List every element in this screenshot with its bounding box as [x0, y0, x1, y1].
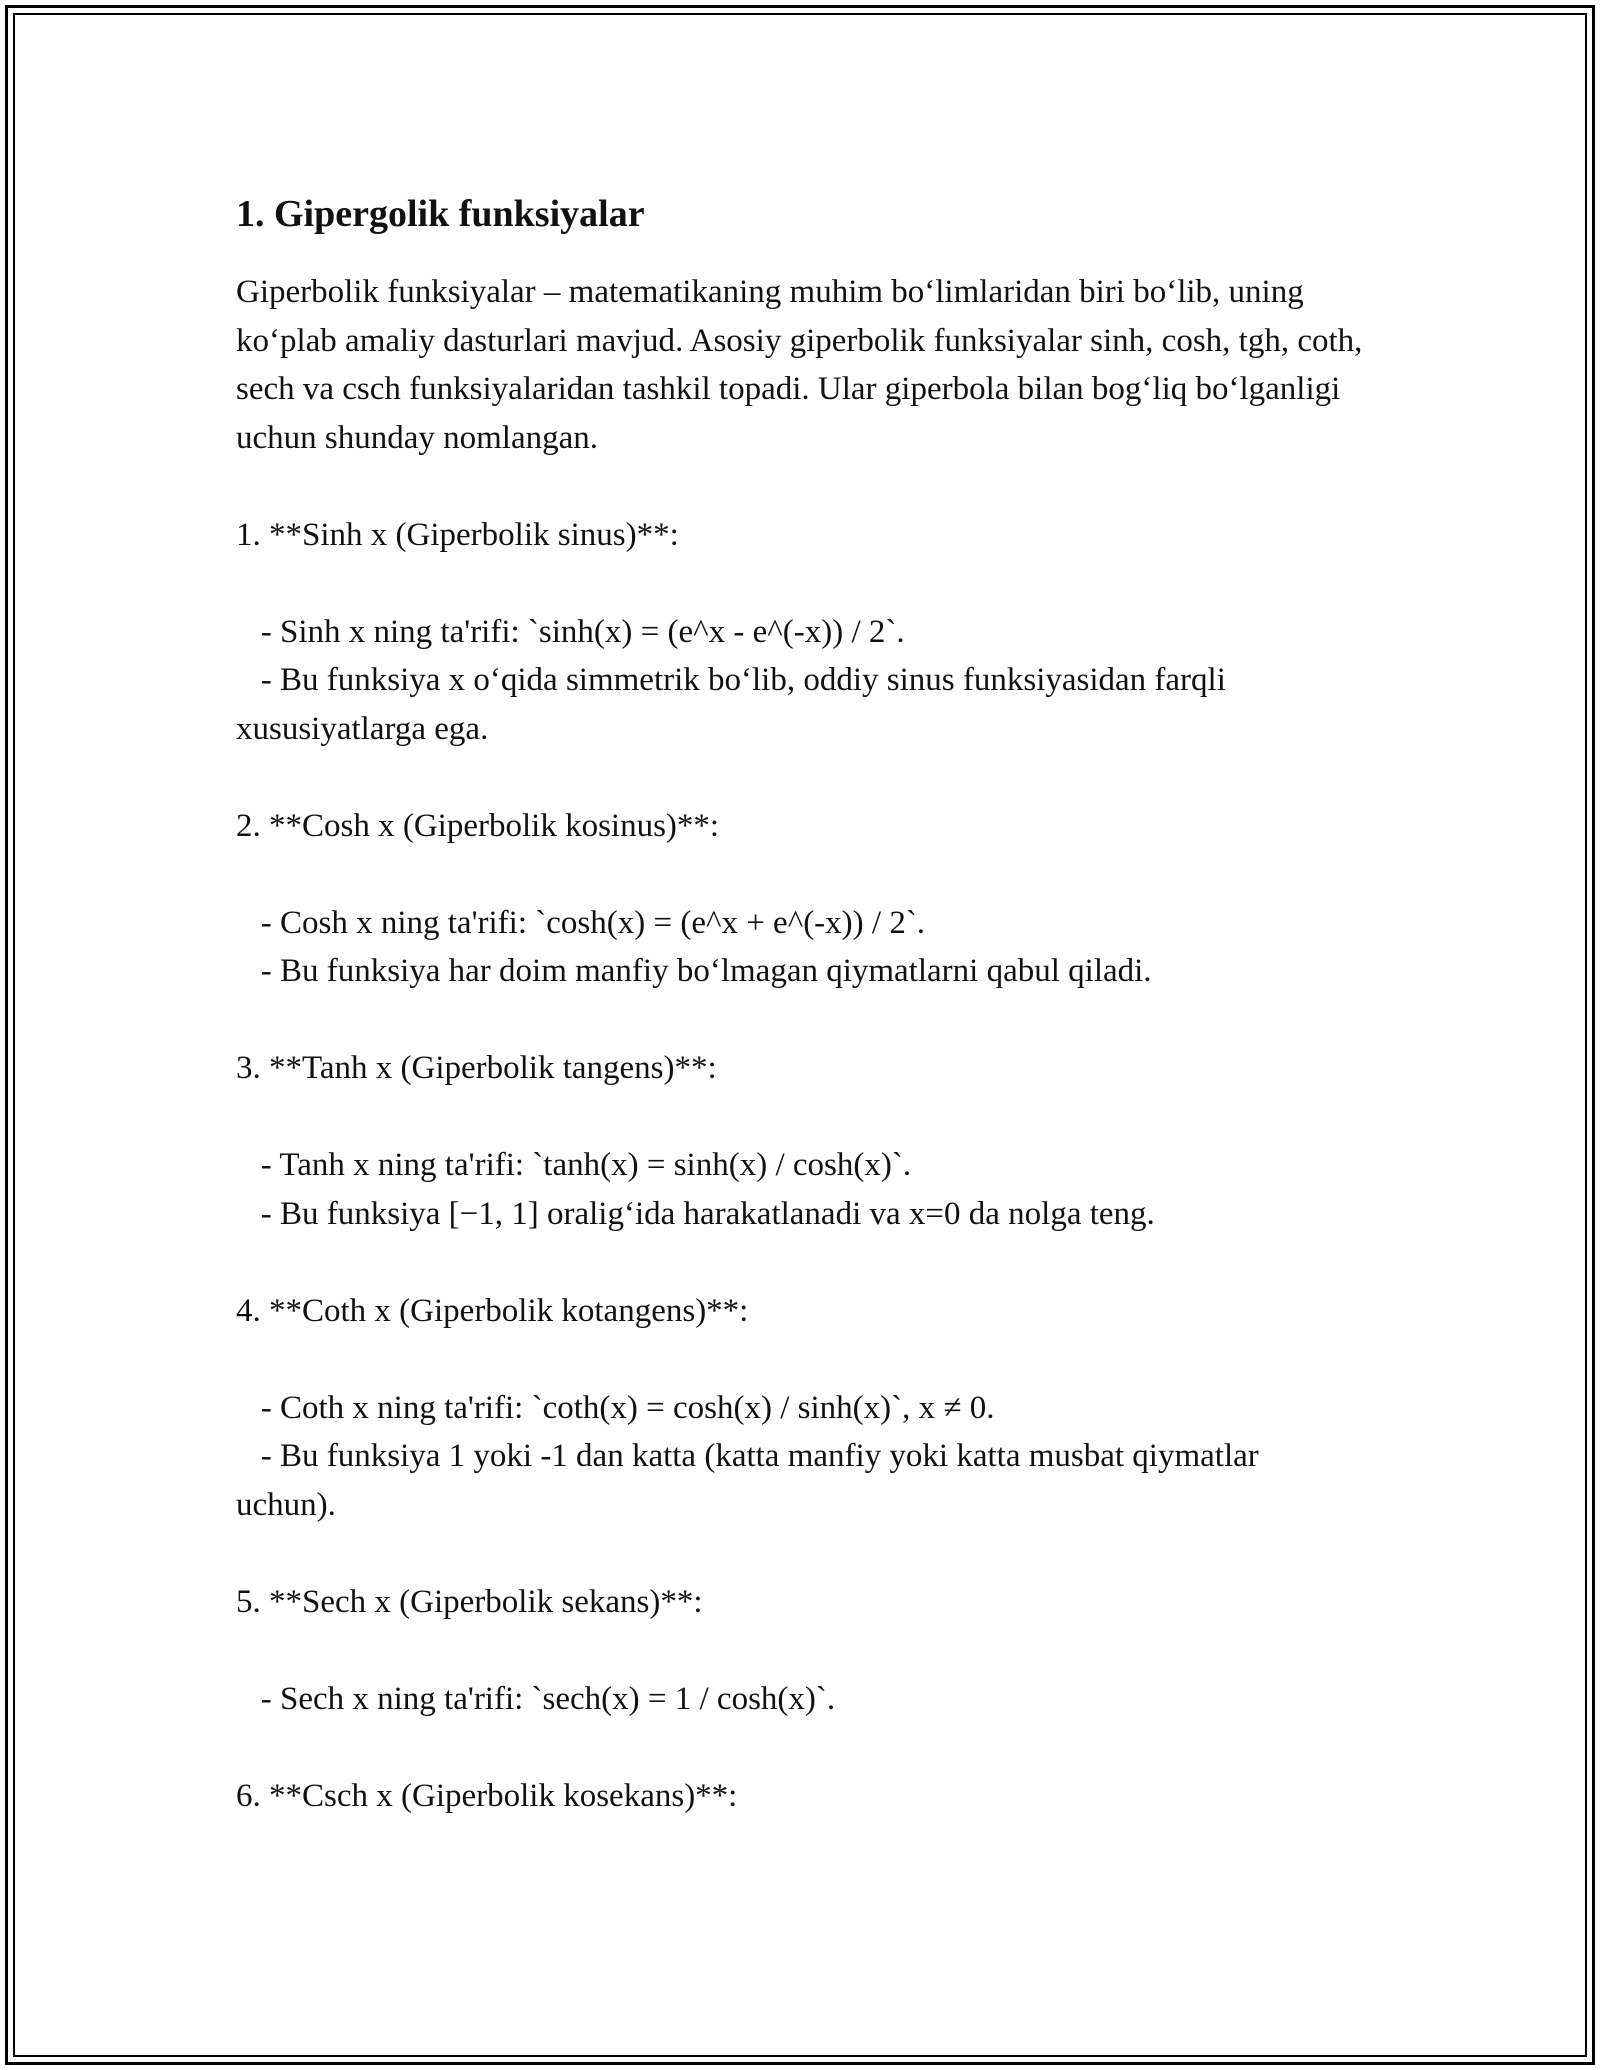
document-body [236, 186, 1366, 1820]
item-heading: 3. **Tanh x (Giperbolik tangens)**: [236, 1050, 717, 1086]
item-line: - Coth x ning ta'rifi: `coth(x) = cosh(x) / sinh(x)`, x ≠ 0. [236, 1389, 995, 1426]
item-heading: 5. **Sech x (Giperbolik sekans)**: [236, 1583, 703, 1620]
item-heading: 6. **Csch x (Giperbolik kosekans)**: [236, 1777, 738, 1814]
intro-paragraph: Giperbolik funksiyalar – matematikaning muhim bo‘limlaridan biri bo‘lib, uning ko‘plab amaliy dasturlari mavjud. Asosiy giperbolik funksiyalar sinh, cosh, tgh, coth, sech va csch funksiyalaridan tashkil topadi. Ular giperbola bilan bog‘liq bo‘lganligi uchun shunday nomlangan. [236, 274, 1363, 456]
section-title: 1. Gipergolik funksiyalar [236, 193, 645, 235]
item-line: - Tanh x ning ta'rifi: `tanh(x) = sinh(x) / cosh(x)`. [236, 1147, 912, 1183]
item-line: - Bu funksiya har doim manfiy bo‘lmagan qiymatlarni qabul qiladi. [236, 953, 1152, 989]
item-line: - Bu funksiya x o‘qida simmetrik bo‘lib, oddiy sinus funksiyasidan farqli xususiyatlarga ega. [236, 662, 1235, 747]
item-heading: 1. **Sinh x (Giperbolik sinus)**: [236, 516, 679, 553]
item-line: - Bu funksiya 1 yoki -1 dan katta (katta manfiy yoki katta musbat qiymatlar uchun). [236, 1438, 1268, 1523]
item-heading: 2. **Cosh x (Giperbolik kosinus)**: [236, 807, 720, 844]
item-line: - Bu funksiya [−1, 1] oralig‘ida harakatlanadi va x=0 da nolga teng. [236, 1195, 1155, 1232]
item-heading: 4. **Coth x (Giperbolik kotangens)**: [236, 1292, 749, 1329]
item-line: - Sech x ning ta'rifi: `sech(x) = 1 / cosh(x)`. [236, 1680, 836, 1717]
item-line: - Sinh x ning ta'rifi: `sinh(x) = (e^x - e^(-x)) / 2`. [236, 613, 905, 650]
item-line: - Cosh x ning ta'rifi: `cosh(x) = (e^x + e^(-x)) / 2`. [236, 904, 926, 941]
